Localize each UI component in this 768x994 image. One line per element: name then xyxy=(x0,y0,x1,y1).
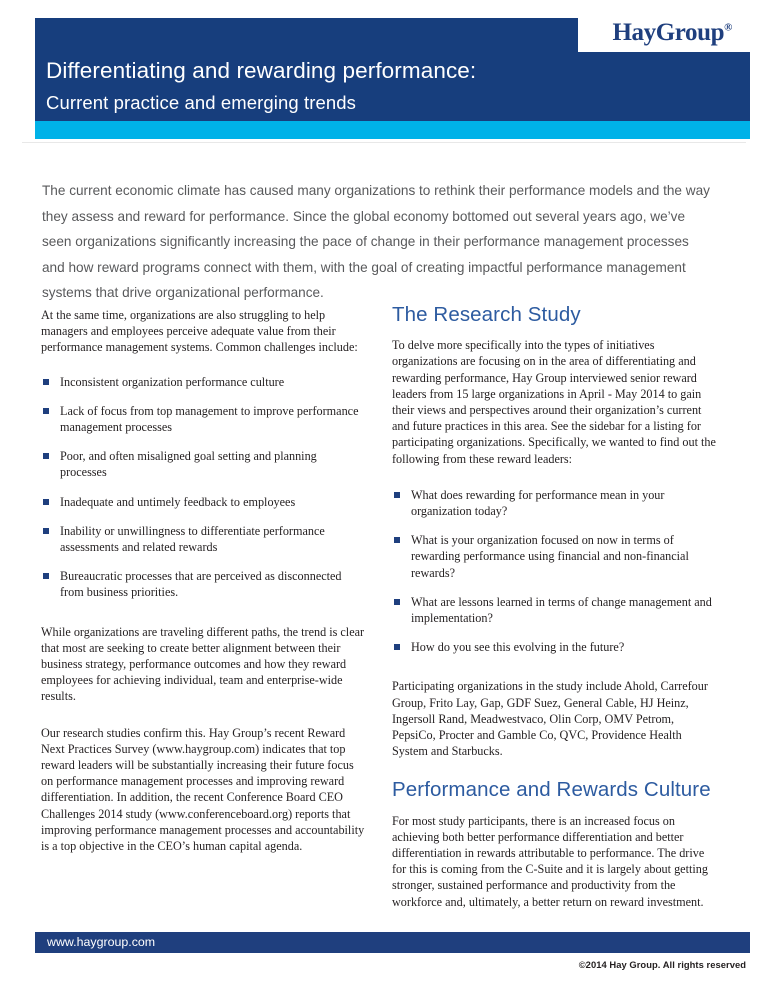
list-item: How do you see this evolving in the future? xyxy=(392,639,720,655)
copyright-notice: ©2014 Hay Group. All rights reserved xyxy=(578,959,746,970)
cyan-accent-band xyxy=(35,121,750,139)
research-questions-list xyxy=(392,487,720,656)
header-divider xyxy=(22,142,746,143)
footer-bar xyxy=(35,932,750,953)
page-subtitle: Current practice and emerging trends xyxy=(46,92,357,113)
list-item: Bureaucratic processes that are perceived as disconnected from business priorities. xyxy=(41,568,366,600)
section-heading-research-study: The Research Study xyxy=(392,303,581,326)
page-title: Differentiating and rewarding performance: xyxy=(46,58,477,83)
intro-paragraph: The current economic climate has caused many organizations to rethink their performance models and the way they assess and reward for performance. Since the global economy bottomed out several years ago, we’ve seen organizations significantly increasing the pace of change in their performance management processes and how reward programs connect with them, with the goal of creating impactful performance management systems that drive organizational performance. xyxy=(42,183,710,300)
footer-website-link[interactable]: www.haygroup.com xyxy=(47,935,156,949)
right-column xyxy=(392,303,720,923)
list-item: Poor, and often misaligned goal setting and planning processes xyxy=(41,448,366,480)
list-item: What is your organization focused on now in terms of rewarding performance using financial and non-financial rewards? xyxy=(392,532,720,581)
left-intro-paragraph: At the same time, organizations are also struggling to help managers and employees perceive adequate value from their performance management systems. Common challenges include: xyxy=(41,308,358,355)
document-header-banner xyxy=(35,18,750,121)
section-heading-performance-rewards-culture: Performance and Rewards Culture xyxy=(392,778,711,802)
participating-organizations-paragraph: Participating organizations in the study include Ahold, Carrefour Group, Frito Lay, Gap, GDF Suez, General Cable, HJ Heinz, Ingersoll Rand, Meadwestvaco, Olin Corp, OMV Petrom, PepsiCo, Procter and Gamble Co, QVC, Providence Health System and Starbucks. xyxy=(392,679,708,759)
right-paragraph-3: For most study participants, there is an increased focus on achieving both better performance differentiation and better differentiation in rewards attributable to performance. The drive for this is coming from the C-Suite and it is largely about getting stronger, sustained performance and productivity from the workforce and, ultimately, a better return on reward investment. xyxy=(392,813,708,909)
list-item: Inadequate and untimely feedback to employees xyxy=(41,494,366,510)
left-paragraph-2: While organizations are traveling different paths, the trend is clear that most are seeking to create better alignment between their business strategy, performance outcomes and how they reward employees for achieving individual, team and enterprise-wide results. xyxy=(41,624,365,704)
left-column xyxy=(41,307,366,867)
list-item: What are lessons learned in terms of change management and implementation? xyxy=(392,594,720,626)
list-item: Lack of focus from top management to improve performance management processes xyxy=(41,403,366,435)
left-paragraph-3: Our research studies confirm this. Hay Group’s recent Reward Next Practices Survey (www.haygroup.com) indicates that top reward leaders will be substantially increasing their future focus on performance management processes and improving reward differentiation. In addition, the recent Conference Board CEO Challenges 2014 study (www.conferenceboard.org) reports that improving performance management processes and accountability is a top objective in the CEO’s human capital agenda. xyxy=(41,725,365,854)
list-item: Inability or unwillingness to differentiate performance assessments and related rewards xyxy=(41,523,366,555)
right-paragraph-1: To delve more specifically into the types of initiatives organizations are focusing on in the area of differentiating and rewarding performance, Hay Group interviewed senior reward leaders from 15 large organizations in April - May 2014 to gain their views and perspectives around their organization’s current and future practices in this area. See the sidebar for a listing for participating organizations. Specifically, we wanted to find out the following from these reward leaders: xyxy=(392,338,716,466)
logo-wordmark: HayGroup xyxy=(612,19,725,46)
common-challenges-list xyxy=(41,374,366,601)
list-item: What does rewarding for performance mean in your organization today? xyxy=(392,487,720,519)
haygroup-logo xyxy=(613,19,732,47)
list-item: Inconsistent organization performance culture xyxy=(41,374,366,390)
registered-trademark-icon: ® xyxy=(724,21,732,34)
